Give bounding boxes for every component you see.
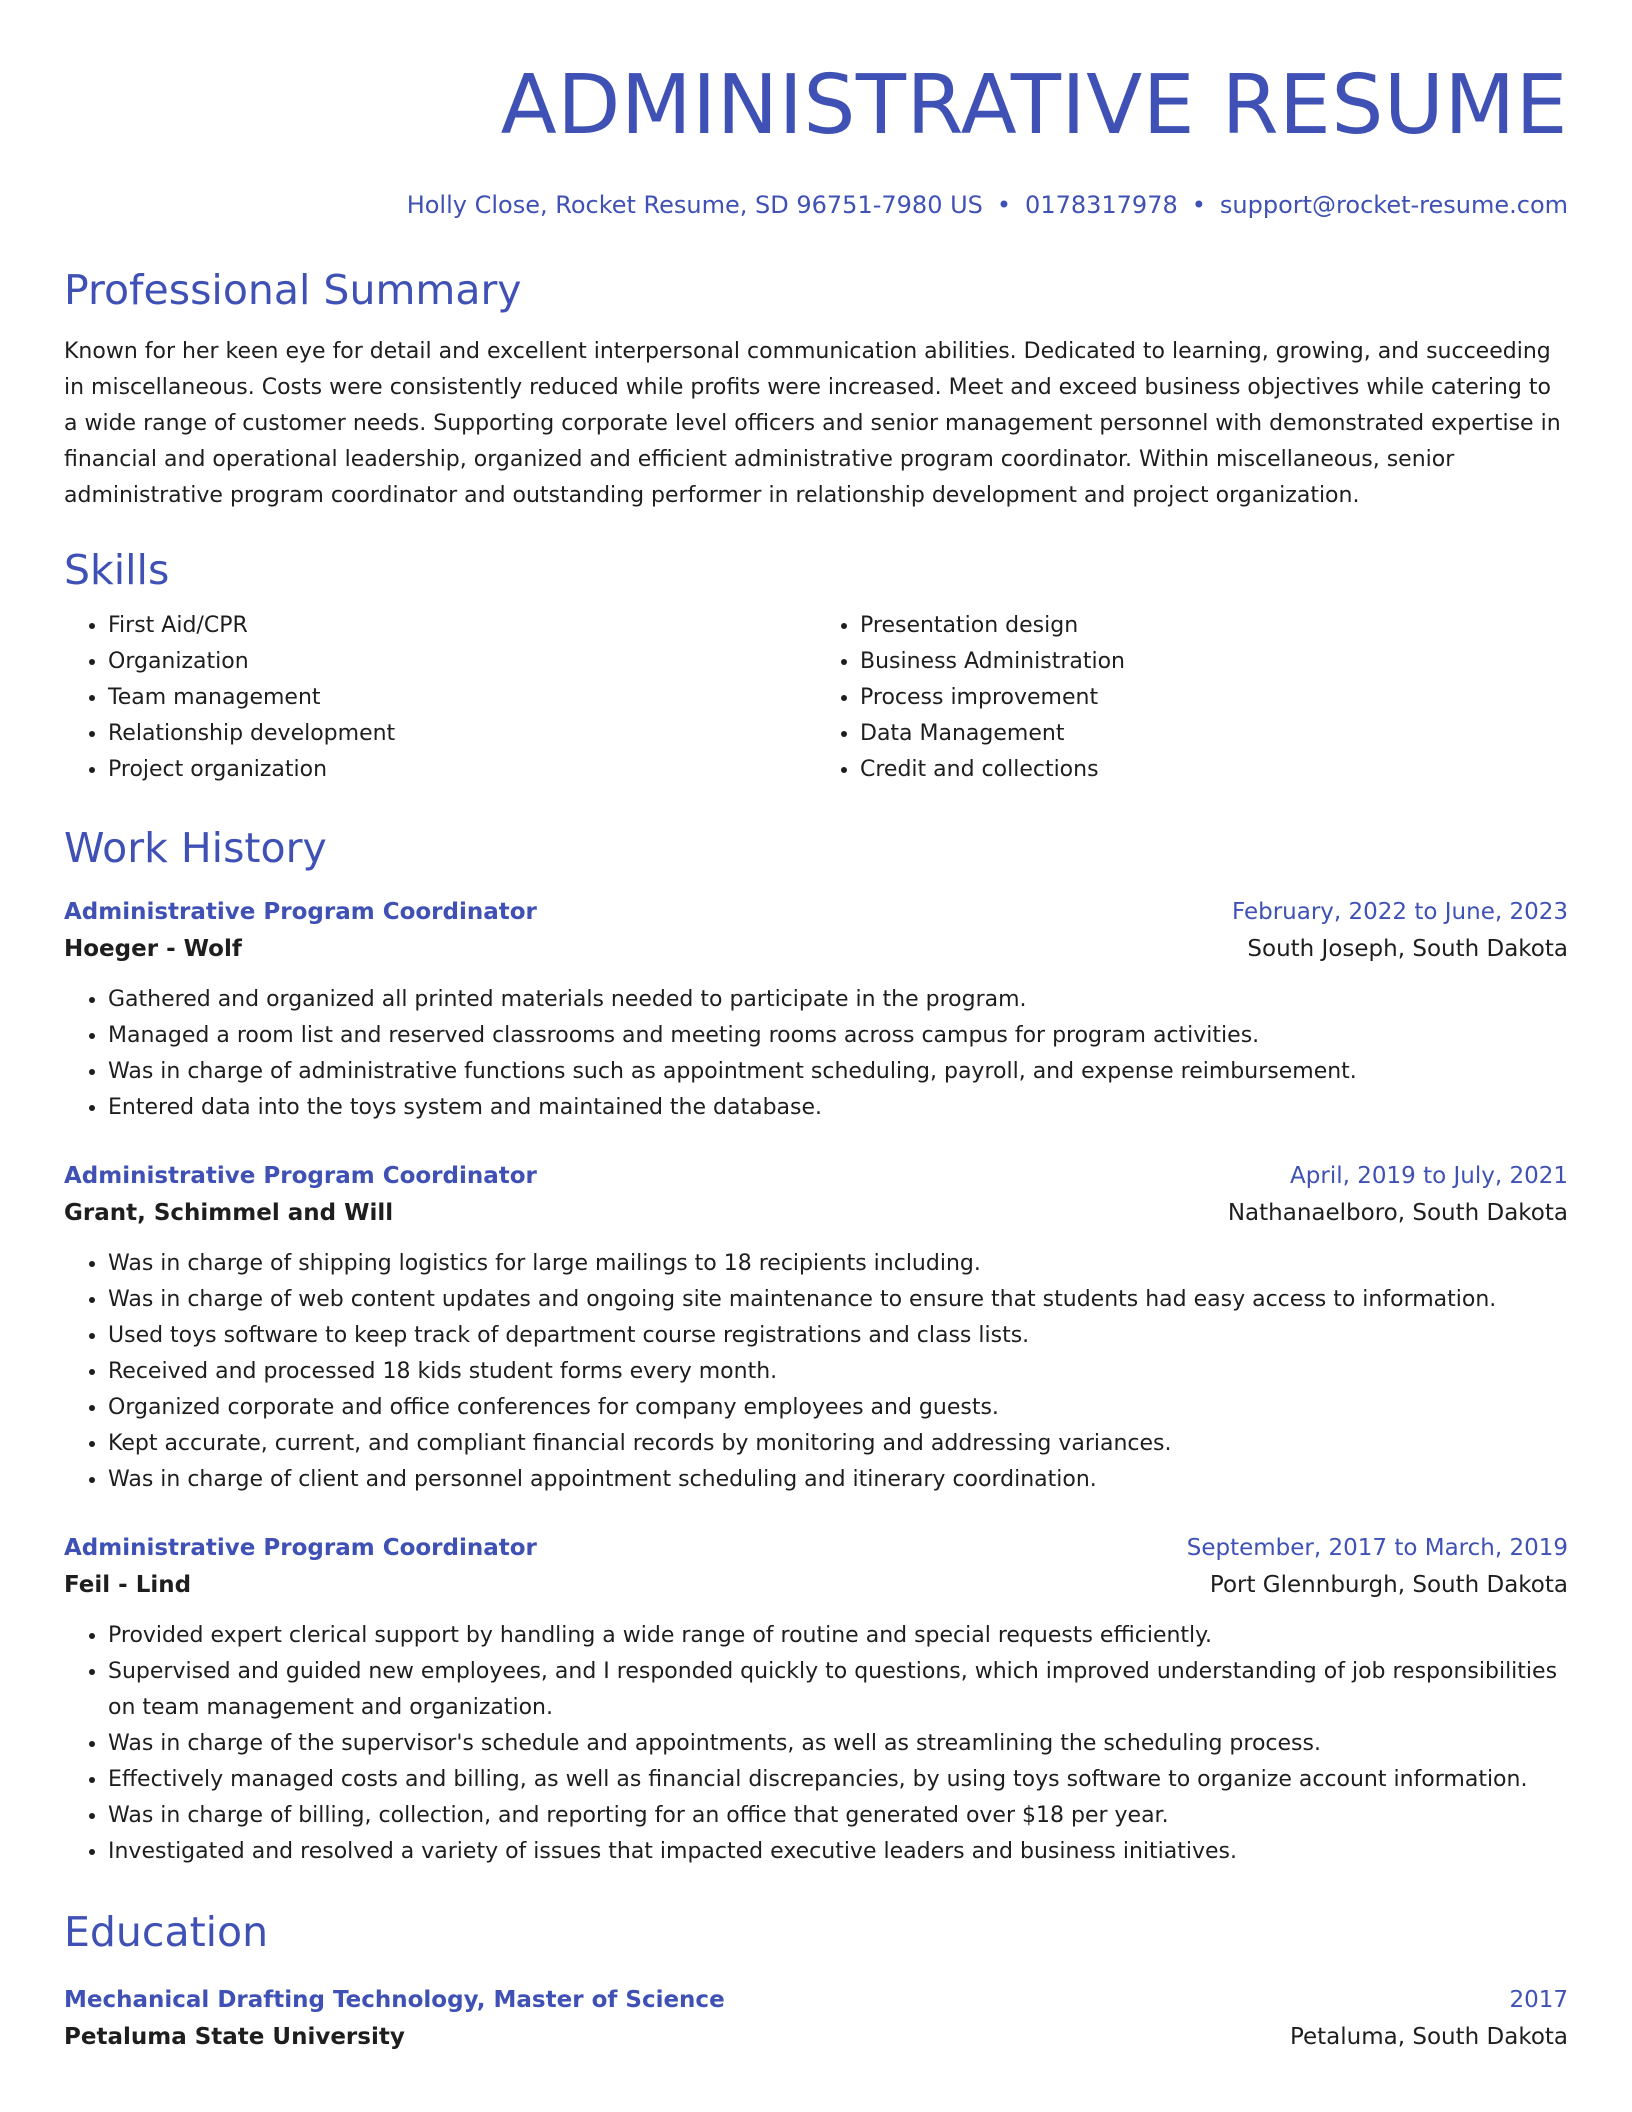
skill-item: • Presentation design [860, 608, 1568, 644]
job-bullet: • Was in charge of billing, collection, and reporting for an office that generated over $18 per year. [108, 1798, 1568, 1834]
skill-item: • Relationship development [108, 716, 816, 752]
job-bullets [64, 982, 1568, 1126]
contact-address: Holly Close, Rocket Resume, SD 96751-7980 US [406, 191, 983, 219]
skill-item: • Team management [108, 680, 816, 716]
job-header-row [64, 894, 1568, 930]
job-company: Hoeger - Wolf [64, 936, 242, 962]
job-company-row [64, 1194, 1568, 1232]
skills-column-right [816, 608, 1568, 788]
skills-list [64, 608, 1568, 788]
skill-item: • Business Administration [860, 644, 1568, 680]
contact-separator: • [996, 191, 1012, 219]
skill-item: • First Aid/CPR [108, 608, 816, 644]
contact-phone: 0178317978 [1025, 191, 1178, 219]
education-entry [64, 1982, 1568, 2056]
job-bullet: • Received and processed 18 kids student forms every month. [108, 1354, 1568, 1390]
job-bullet: • Managed a room list and reserved classrooms and meeting rooms across campus for program activities. [108, 1018, 1568, 1054]
summary-heading: Professional Summary [64, 266, 522, 314]
job-entry [64, 894, 1568, 1126]
education-heading: Education [64, 1908, 269, 1956]
job-company: Feil - Lind [64, 1572, 192, 1598]
job-bullet: • Gathered and organized all printed materials needed to participate in the program. [108, 982, 1568, 1018]
contact-separator: • [1191, 191, 1206, 219]
contact-line [64, 190, 1568, 220]
work-history-heading: Work History [64, 824, 327, 872]
job-bullet: • Investigated and resolved a variety of issues that impacted executive leaders and business initiatives. [108, 1834, 1568, 1870]
job-entry [64, 1530, 1568, 1870]
job-company: Grant, Schimmel and Will [64, 1200, 394, 1226]
job-bullets [64, 1618, 1568, 1870]
job-bullet: • Entered data into the toys system and maintained the database. [108, 1090, 1568, 1126]
education-degree-row [64, 1982, 1568, 2018]
job-bullet: • Was in charge of administrative functions such as appointment scheduling, payroll, and expense reimbursement. [108, 1054, 1568, 1090]
job-location: Nathanaelboro, South Dakota [1227, 1200, 1568, 1226]
job-bullets [64, 1246, 1568, 1498]
skills-column-left [64, 608, 816, 788]
job-bullet: • Effectively managed costs and billing, as well as financial discrepancies, by using toys software to organize account information. [108, 1762, 1568, 1798]
job-bullet: • Organized corporate and office conferences for company employees and guests. [108, 1390, 1568, 1426]
job-title: Administrative Program Coordinator [64, 899, 537, 925]
education-school-row [64, 2018, 1568, 2056]
job-dates: April, 2019 to July, 2021 [1290, 1163, 1568, 1189]
education-school: Petaluma State University [64, 2024, 405, 2050]
skill-item: • Process improvement [860, 680, 1568, 716]
job-bullet: • Supervised and guided new employees, and I responded quickly to questions, which improved understanding of job responsibilities on team management and organization. [108, 1654, 1568, 1726]
job-location: Port Glennburgh, South Dakota [1209, 1572, 1568, 1598]
job-company-row [64, 930, 1568, 968]
summary-text: Known for her keen eye for detail and excellent interpersonal communication abilities. Dedicated to learning, growing, and succeeding in miscellaneous. Costs were consistently reduced while profits were increased. Meet and exceed business objectives while catering to a wide range of customer needs. Supporting corporate level officers and senior management personnel with demonstrated expertise in financial and operational leadership, organized and efficient administrative program coordinator. Within miscellaneous, senior administrative program coordinator and outstanding performer in relationship development and project organization. [64, 339, 1561, 508]
job-bullet: • Was in charge of the supervisor's schedule and appointments, as well as streamlining the scheduling process. [108, 1726, 1568, 1762]
job-location: South Joseph, South Dakota [1247, 936, 1568, 962]
contact-email[interactable]: support@rocket-resume.com [1219, 191, 1568, 219]
skill-item: • Credit and collections [860, 752, 1568, 788]
resume-name: ADMINISTRATIVE RESUME [500, 58, 1568, 153]
job-bullet: • Was in charge of client and personnel appointment scheduling and itinerary coordination. [108, 1462, 1568, 1498]
job-company-row [64, 1566, 1568, 1604]
job-dates: September, 2017 to March, 2019 [1186, 1535, 1568, 1561]
education-location: Petaluma, South Dakota [1289, 2024, 1568, 2050]
skill-item: • Data Management [860, 716, 1568, 752]
job-bullet: • Provided expert clerical support by handling a wide range of routine and special requests efficiently. [108, 1618, 1568, 1654]
job-bullet: • Used toys software to keep track of department course registrations and class lists. [108, 1318, 1568, 1354]
job-title: Administrative Program Coordinator [64, 1163, 537, 1189]
skill-item: • Project organization [108, 752, 816, 788]
job-dates: February, 2022 to June, 2023 [1231, 899, 1568, 925]
job-header-row [64, 1530, 1568, 1566]
job-bullet: • Was in charge of shipping logistics for large mailings to 18 recipients including. [108, 1246, 1568, 1282]
education-degree: Mechanical Drafting Technology, Master of Science [64, 1987, 725, 2013]
job-bullet: • Kept accurate, current, and compliant financial records by monitoring and addressing variances. [108, 1426, 1568, 1462]
job-bullet: • Was in charge of web content updates and ongoing site maintenance to ensure that students had easy access to information. [108, 1282, 1568, 1318]
job-title: Administrative Program Coordinator [64, 1535, 537, 1561]
job-entry [64, 1158, 1568, 1498]
skill-item: • Organization [108, 644, 816, 680]
education-year: 2017 [1509, 1987, 1568, 2013]
job-header-row [64, 1158, 1568, 1194]
skills-heading: Skills [64, 546, 170, 594]
